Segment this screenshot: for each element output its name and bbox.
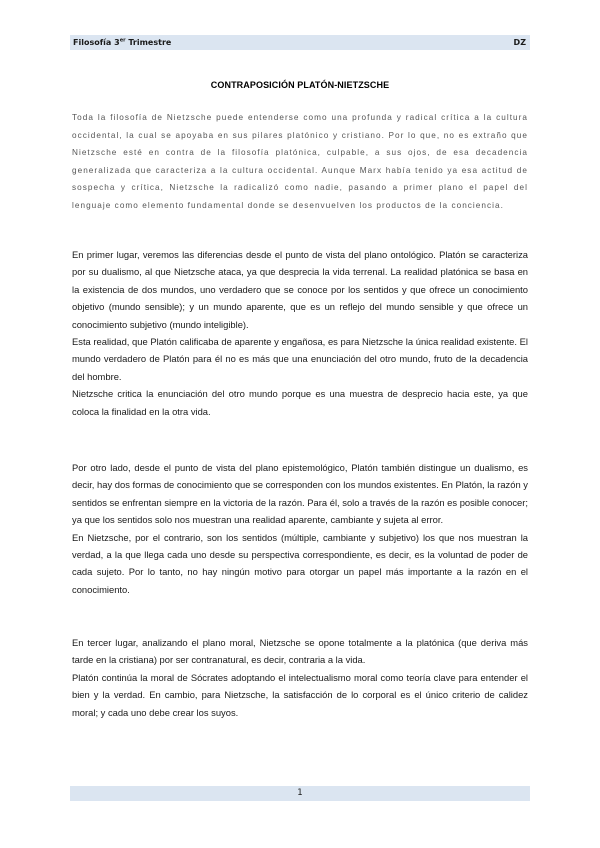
section-epistemological bbox=[72, 459, 528, 598]
page-footer bbox=[70, 786, 530, 801]
header-course-superscript: er bbox=[119, 37, 126, 44]
document-title: CONTRAPOSICIÓN PLATÓN-NIETZSCHE bbox=[210, 80, 390, 90]
paragraph: En primer lugar, veremos las diferencias desde el punto de vista del plano ontológico. Platón se caracteriza por su dualismo, al que Nietzsche ataca, ya que desprecia la vida terrenal. La realidad platónica se basa en la existencia de dos mundos, uno verdadero que se conoce por los sentidos y que ofrece un conocimiento objetivo (mundo sensible); y un mundo aparente, que es un reflejo del mundo sensible y que ofrece un conocimiento subjetivo (mundo inteligible). bbox=[72, 249, 528, 330]
section-moral bbox=[72, 634, 528, 721]
page-header bbox=[70, 35, 530, 50]
header-course-main: Filosofía 3 bbox=[73, 38, 120, 47]
paragraph: Nietzsche critica la enunciación del otro mundo porque es una muestra de desprecio hacia este, ya que coloca la finalidad en la otra vida. bbox=[72, 388, 528, 417]
paragraph: En Nietzsche, por el contrario, son los sentidos (múltiple, cambiante y subjetivo) los que nos muestran la verdad, a la que llega cada uno desde su perspectiva correspondiente, es decir, es la voluntad de poder de cada sujeto. Por lo tanto, no hay ningún motivo para otorgar un papel más importante a la razón en el conocimiento. bbox=[72, 531, 528, 595]
header-course-label bbox=[73, 38, 171, 47]
paragraph: En tercer lugar, analizando el plano moral, Nietzsche se opone totalmente a la platónica (que deriva más tarde en la cristiana) por ser contranatural, es decir, contraria a la vida. bbox=[72, 637, 528, 666]
section-ontological bbox=[72, 246, 528, 420]
intro-paragraph: Toda la filosofía de Nietzsche puede entenderse como una profunda y radical crítica a la cultura occidental, la cual se apoyaba en sus pilares platónico y cristiano. Por lo que, no es extraño que Nietzsche esté en contra de la filosofía platónica, culpable, a sus ojos, de esa decadencia generalizada que caracteriza a la cultura occidental. Aunque Marx había tenido ya esa actitud de sospecha y crítica, Nietzsche la radicalizó como nadie, pasando a primer plano el papel del lenguaje como elemento fundamental donde se desenvuelven los productos de la conciencia. bbox=[72, 113, 528, 210]
paragraph: Platón continúa la moral de Sócrates adoptando el intelectualismo moral como teoría clave para entender el bien y la verdad. En cambio, para Nietzsche, la satisfacción de lo corporal es el único criterio de calidez moral; y cada uno debe crear los suyos. bbox=[72, 671, 528, 718]
header-initials: DZ bbox=[513, 38, 526, 47]
header-course-rest: Trimestre bbox=[125, 38, 172, 47]
paragraph: Por otro lado, desde el punto de vista del plano epistemológico, Platón también distingue un dualismo, es decir, hay dos formas de conocimiento que se corresponden con los mundos existentes. En Platón, la razón y sentidos se enfrentan siempre en la victoria de la razón. Para él, solo a través de la razón es posible conocer; ya que los sentidos solo nos muestran una realidad aparente, cambiante y sujeta al error. bbox=[72, 462, 528, 526]
paragraph: Esta realidad, que Platón calificaba de aparente y engañosa, es para Nietzsche la única realidad existente. El mundo verdadero de Platón para él no es más que una enunciación del otro mundo, fruto de la decadencia del hombre. bbox=[72, 336, 528, 382]
page-number: 1 bbox=[297, 788, 303, 798]
